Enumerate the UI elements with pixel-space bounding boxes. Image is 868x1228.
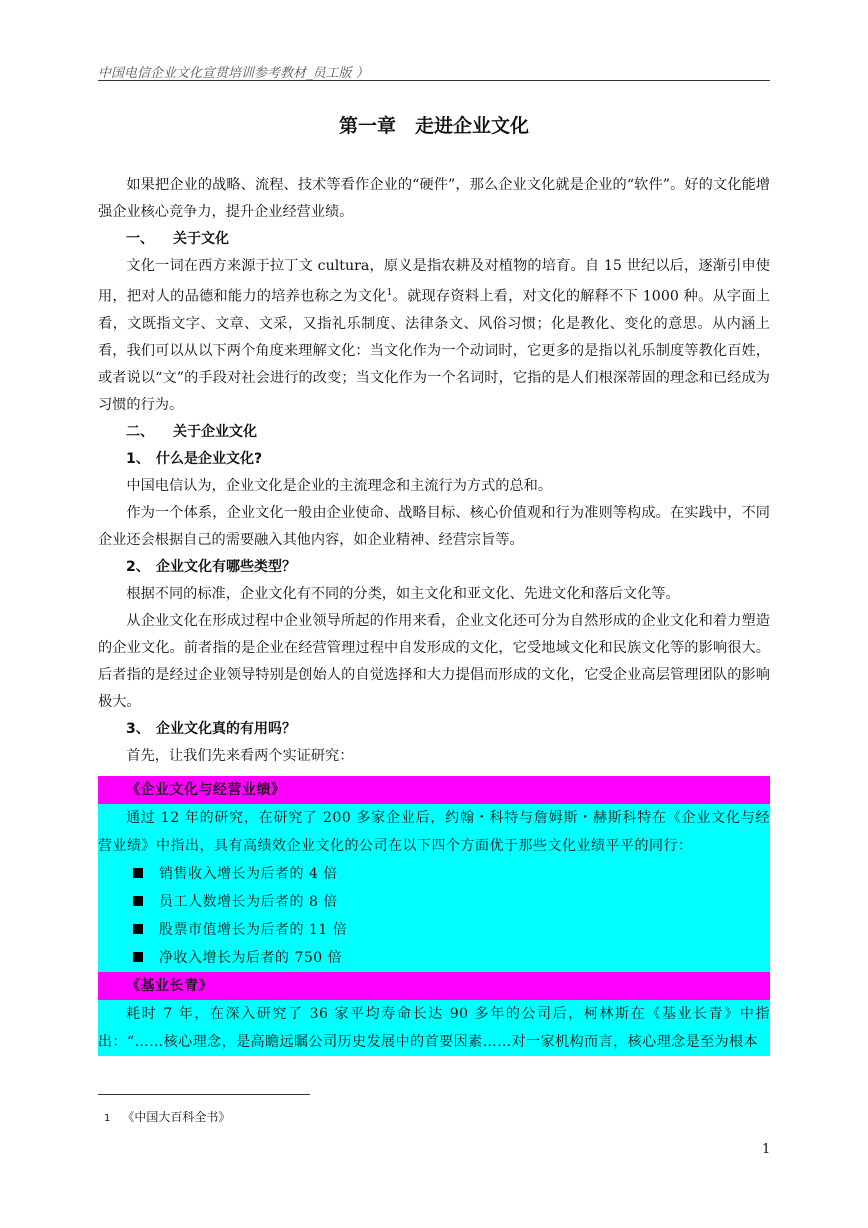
section-heading-2 <box>98 419 770 446</box>
square-bullet-icon <box>133 896 143 906</box>
paragraph: 根据不同的标准，企业文化有不同的分类，如主文化和亚文化、先进文化和落后文化等。 <box>126 585 680 602</box>
box-title: 《企业文化与经营业绩》 <box>98 776 770 804</box>
intro-paragraph: 如果把企业的战略、流程、技术等看作企业的“硬件”，那么企业文化就是企业的“软件”。好的文化能增强企业核心竞争力，提升企业经营业绩。 <box>98 177 770 220</box>
question-number: 2、 <box>126 558 150 575</box>
highlight-box <box>98 776 770 1056</box>
footnote-rule <box>98 1094 310 1095</box>
culture-text-b: 。就现存资料上看，对文化的解释不下 1000 种。从字面上看，文既指文字、文章、文采，又指礼乐制度、法律条文、风俗习惯；化是教化、变化的意思。从内涵上看，我们可以从以下两个角度来理解文化：当文化作为一个动词时，它更多的是指以礼乐制度等教化百姓，或者说以“文”的手段对社会进行的改变；当文化作为一个名词时，它指的是人们根深蒂固的理念和已经成为习惯的行为。 <box>98 288 770 413</box>
bullet-item <box>98 888 770 916</box>
culture-text-a: 文化一词在西方来源于拉丁文 cultura，原义是指农耕及对植物的培育。自 15 世纪以后，逐渐引申使用，把对人的品德和能力的培养也称之为文化 <box>98 258 770 305</box>
question-heading-2 <box>98 554 770 581</box>
header-rule <box>98 80 770 81</box>
box-body <box>98 1000 770 1056</box>
footnote-mark: 1 <box>104 1113 111 1124</box>
paragraph: 作为一个体系，企业文化一般由企业使命、战略目标、核心价值观和行为准则等构成。在实践中，不同企业还会根据自己的需要融入其他内容，如企业精神、经营宗旨等。 <box>98 504 770 548</box>
document-body <box>98 172 770 1056</box>
box-text: 耗时 7 年，在深入研究了 36 家平均寿命长达 90 多年的公司后，柯林斯在《基业长青》中指出：“……核心理念，是高瞻远瞩公司历史发展中的首要因素……对一家机构而言，核心理念是至为根本 <box>98 1005 770 1050</box>
section-number: 二、 <box>126 423 154 440</box>
question-number: 3、 <box>126 720 150 737</box>
question-number: 1、 <box>126 450 150 467</box>
paragraph: 从企业文化在形成过程中企业领导所起的作用来看，企业文化还可分为自然形成的企业文化和着力塑造的企业文化。前者指的是企业在经营管理过程中自发形成的文化，它受地域文化和民族文化等的影响很大。后者指的是经过企业领导特别是创始人的自觉选择和大力提倡而形成的文化，它受企业高层管理团队的影响极大。 <box>98 612 770 710</box>
footnote <box>104 1108 230 1125</box>
question-title: 企业文化真的有用吗？ <box>156 720 296 737</box>
chapter-title: 第一章 走进企业文化 <box>338 115 529 137</box>
paragraph: 中国电信认为，企业文化是企业的主流理念和主流行为方式的总和。 <box>126 477 553 494</box>
paragraph: 首先，让我们先来看两个实证研究： <box>126 747 354 764</box>
box-title: 《基业长青》 <box>98 972 770 1000</box>
bullet-text: 销售收入增长为后者的 4 倍 <box>159 865 338 882</box>
section-heading-1 <box>98 226 770 253</box>
culture-paragraph <box>98 253 770 419</box>
question-heading-1 <box>98 446 770 473</box>
footnote-text: 《中国大百科全书》 <box>122 1110 231 1124</box>
section-number: 一、 <box>126 231 154 247</box>
page-number: 1 <box>762 1142 771 1157</box>
section-title: 关于文化 <box>173 231 229 247</box>
square-bullet-icon <box>133 868 143 878</box>
bullet-text: 员工人数增长为后者的 8 倍 <box>159 893 338 910</box>
question-heading-3 <box>98 716 770 743</box>
bullet-item <box>98 916 770 944</box>
box-text: 通过 12 年的研究，在研究了 200 多家企业后，约翰・科特与詹姆斯・赫斯科特在《企业文化与经营业绩》中指出，具有高绩效企业文化的公司在以下四个方面优于那些文化业绩平平的同行： <box>98 809 770 854</box>
bullet-item <box>98 860 770 888</box>
bullet-item <box>98 944 770 972</box>
square-bullet-icon <box>133 952 143 962</box>
running-header: 中国电信企业文化宣贯培训参考教材_员工版 ） <box>98 66 369 81</box>
section-title: 关于企业文化 <box>173 423 257 440</box>
bullet-text: 净收入增长为后者的 750 倍 <box>159 949 343 966</box>
bullet-text: 股票市值增长为后者的 11 倍 <box>159 921 348 938</box>
question-title: 企业文化有哪些类型？ <box>156 558 296 575</box>
square-bullet-icon <box>133 924 143 934</box>
question-title: 什么是企业文化? <box>156 450 263 467</box>
box-body <box>98 804 770 972</box>
footnote-ref[interactable]: 1 <box>386 288 393 298</box>
